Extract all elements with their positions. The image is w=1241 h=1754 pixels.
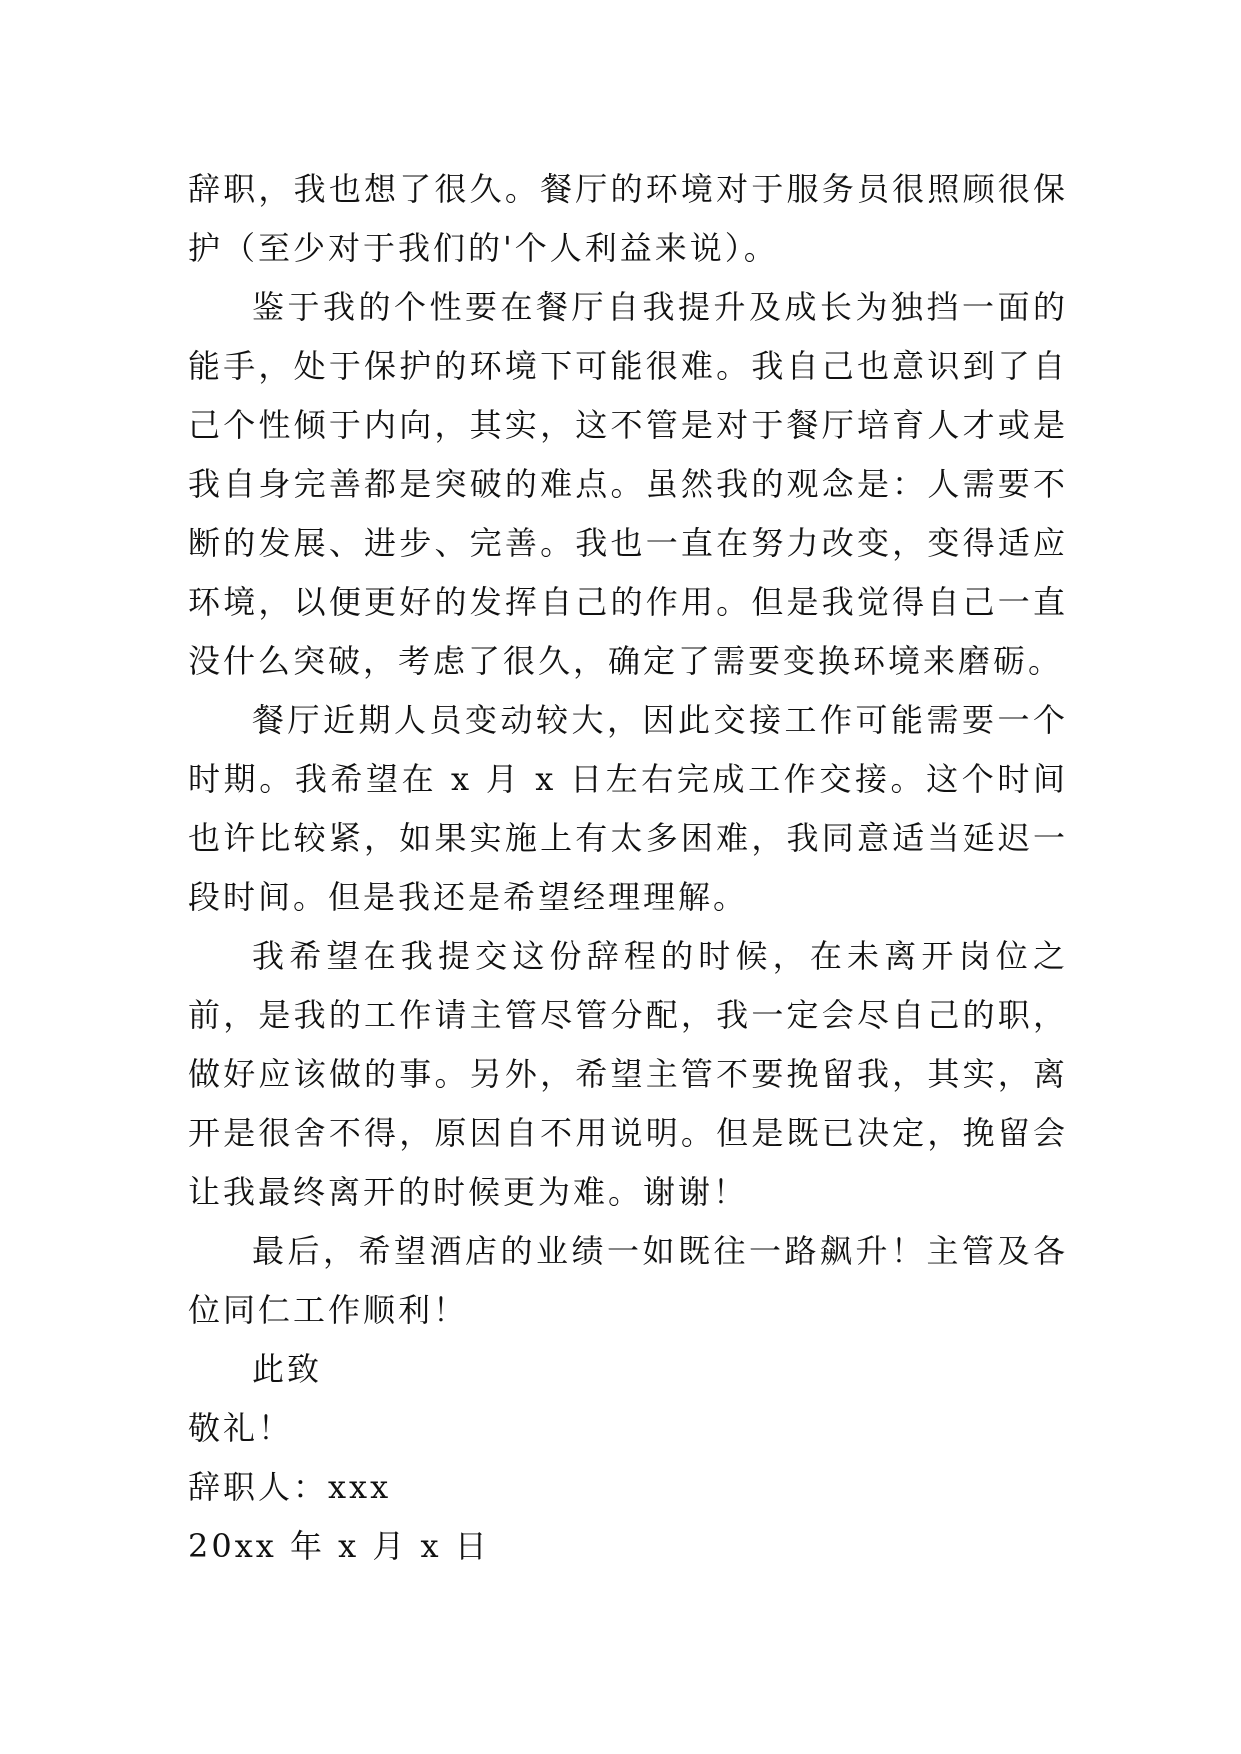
paragraph-opening-continued: 辞职，我也想了很久。餐厅的环境对于服务员很照顾很保护（至少对于我们的'个人利益来说）。	[188, 170, 1068, 267]
paragraph-request: 我希望在我提交这份辞程的时候，在未离开岗位之前，是我的工作请主管尽管分配，我一定会尽自己的职，做好应该做的事。另外，希望主管不要挽留我，其实，离开是很舍不得，原因自不用说明。但是既已决定，挽留会让我最终离开的时候更为难。谢谢！	[188, 937, 1068, 1211]
letter-body	[188, 160, 1068, 1576]
salutation: 敬礼！	[188, 1409, 294, 1447]
signer-line: 辞职人：xxx	[188, 1468, 392, 1506]
paragraph-handover: 餐厅近期人员变动较大，因此交接工作可能需要一个时期。我希望在 x 月 x 日左右完成工作交接。这个时间也许比较紧，如果实施上有太多困难，我同意适当延迟一段时间。但是我还是希望经理理解。	[188, 701, 1068, 916]
paragraph-wishes: 最后，希望酒店的业绩一如既往一路飙升！主管及各位同仁工作顺利！	[188, 1232, 1068, 1329]
closing-phrase: 此致	[252, 1350, 323, 1388]
paragraph-personality: 鉴于我的个性要在餐厅自我提升及成长为独挡一面的能手，处于保护的环境下可能很难。我自己也意识到了自己个性倾于内向，其实，这不管是对于餐厅培育人才或是我自身完善都是突破的难点。虽然我的观念是：人需要不断的发展、进步、完善。我也一直在努力改变，变得适应环境，以便更好的发挥自己的作用。但是我觉得自己一直没什么突破，考虑了很久，确定了需要变换环境来磨砺。	[188, 288, 1068, 680]
date-line: 20xx 年 x 月 x 日	[188, 1527, 490, 1565]
